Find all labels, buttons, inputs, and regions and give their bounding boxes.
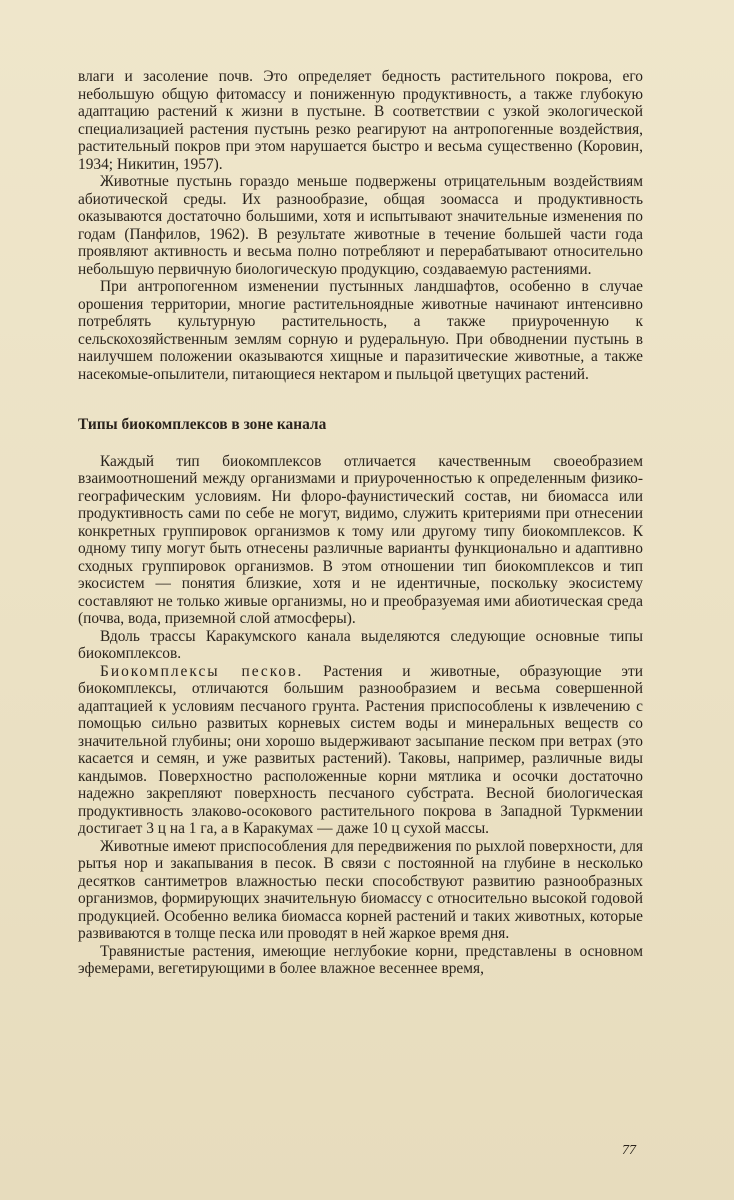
paragraph: влаги и засоление почв. Это определяет бедность растительного покрова, его небольшую общую фитомассу и пониженную продуктивность, а также глубокую адаптацию растений к жизни в пустыне. В соответствии с узкой экологической специализацией растения пустынь резко реагируют на антропогенные воздействия, растительный покров при этом нарушается быстро и весьма существенно (Коровин, 1934; Никитин, 1957).	[78, 68, 643, 173]
paragraph: Вдоль трассы Каракумского канала выделяются следующие основные типы биокомплексов.	[78, 627, 643, 662]
paragraph: Травянистые растения, имеющие неглубокие корни, представлены в основном эфемерами, вегетирующими в более влажное весеннее время,	[78, 942, 643, 977]
paragraph: Животные имеют приспособления для передвижения по рыхлой поверхности, для рытья нор и закапывания в песок. В связи с постоянной на глубине в несколько десятков сантиметров влажностью пески способствуют развитию разнообразных организмов, формирующих значительную биомассу с относительно высокой годовой продукцией. Особенно велика биомасса корней растений и таких животных, которые развиваются в толще песка или проводят в ней жаркое время дня.	[78, 837, 643, 942]
body-text	[78, 68, 643, 978]
paragraph: При антропогенном изменении пустынных ландшафтов, особенно в случае орошения территории, многие растительноядные животные начинают интенсивно потреблять культурную растительность, а также приуроченную к сельскохозяйственным землям сорную и рудеральную. При обводнении пустынь в наилучшем положении оказываются хищные и паразитические животные, а также насекомые-опылители, питающиеся нектаром и пыльцой цветущих растений.	[78, 278, 643, 383]
page-number: 77	[622, 1143, 636, 1158]
paragraph-text: Растения и животные, образующие эти биокомплексы, отличаются большим разнообразием и весьма совершенной адаптацией к условиям песчаного грунта. Растения приспособлены к извлечению с помощью сильно развитых корневых систем воды и минеральных веществ со значительной глубины; они хорошо выдерживают засыпание песком при ветрах (это касается и семян, и уже развитых растений). Таковы, например, различные виды кандымов. Поверхностно расположенные корни мятлика и осочки достаточно надежно закрепляют поверхность песчаного субстрата. Весной биологическая продуктивность злаково-осокового растительного покрова в Западной Туркмении достигает 3 ц на 1 га, а в Каракумах — даже 10 ц сухой массы.	[78, 662, 643, 837]
spaced-term: Биокомплексы песков.	[100, 662, 304, 680]
section-heading: Типы биокомплексов в зоне канала	[78, 416, 327, 433]
paragraph: Животные пустынь гораздо меньше подвержены отрицательным воздействиям абиотической среды. Их разнообразие, общая зоомасса и продуктивность оказываются достаточно большими, хотя и испытывают значительные изменения по годам (Панфилов, 1962). В результате животные в течение большей части года проявляют активность и весьма полно потребляют и перерабатывают относительно небольшую первичную биологическую продукцию, создаваемую растениями.	[78, 173, 643, 278]
paragraph	[78, 663, 643, 838]
paragraph: Каждый тип биокомплексов отличается качественным своеобразием взаимоотношений между организмами и приуроченностью к определенным физико-географическим условиям. Ни флоро-фаунистический состав, ни биомасса или продуктивность сами по себе не могут, видимо, служить критериями при отнесении конкретных группировок организмов к тому или другому типу биокомплексов. К одному типу могут быть отнесены различные варианты функционально и адаптивно сходных группировок организмов. В этом отношении тип биокомплексов и тип экосистем — понятия близкие, хотя и не идентичные, поскольку экосистему составляют не только живые организмы, но и преобразуемая ими абиотическая среда (почва, вода, приземной слой атмосферы).	[78, 452, 643, 627]
